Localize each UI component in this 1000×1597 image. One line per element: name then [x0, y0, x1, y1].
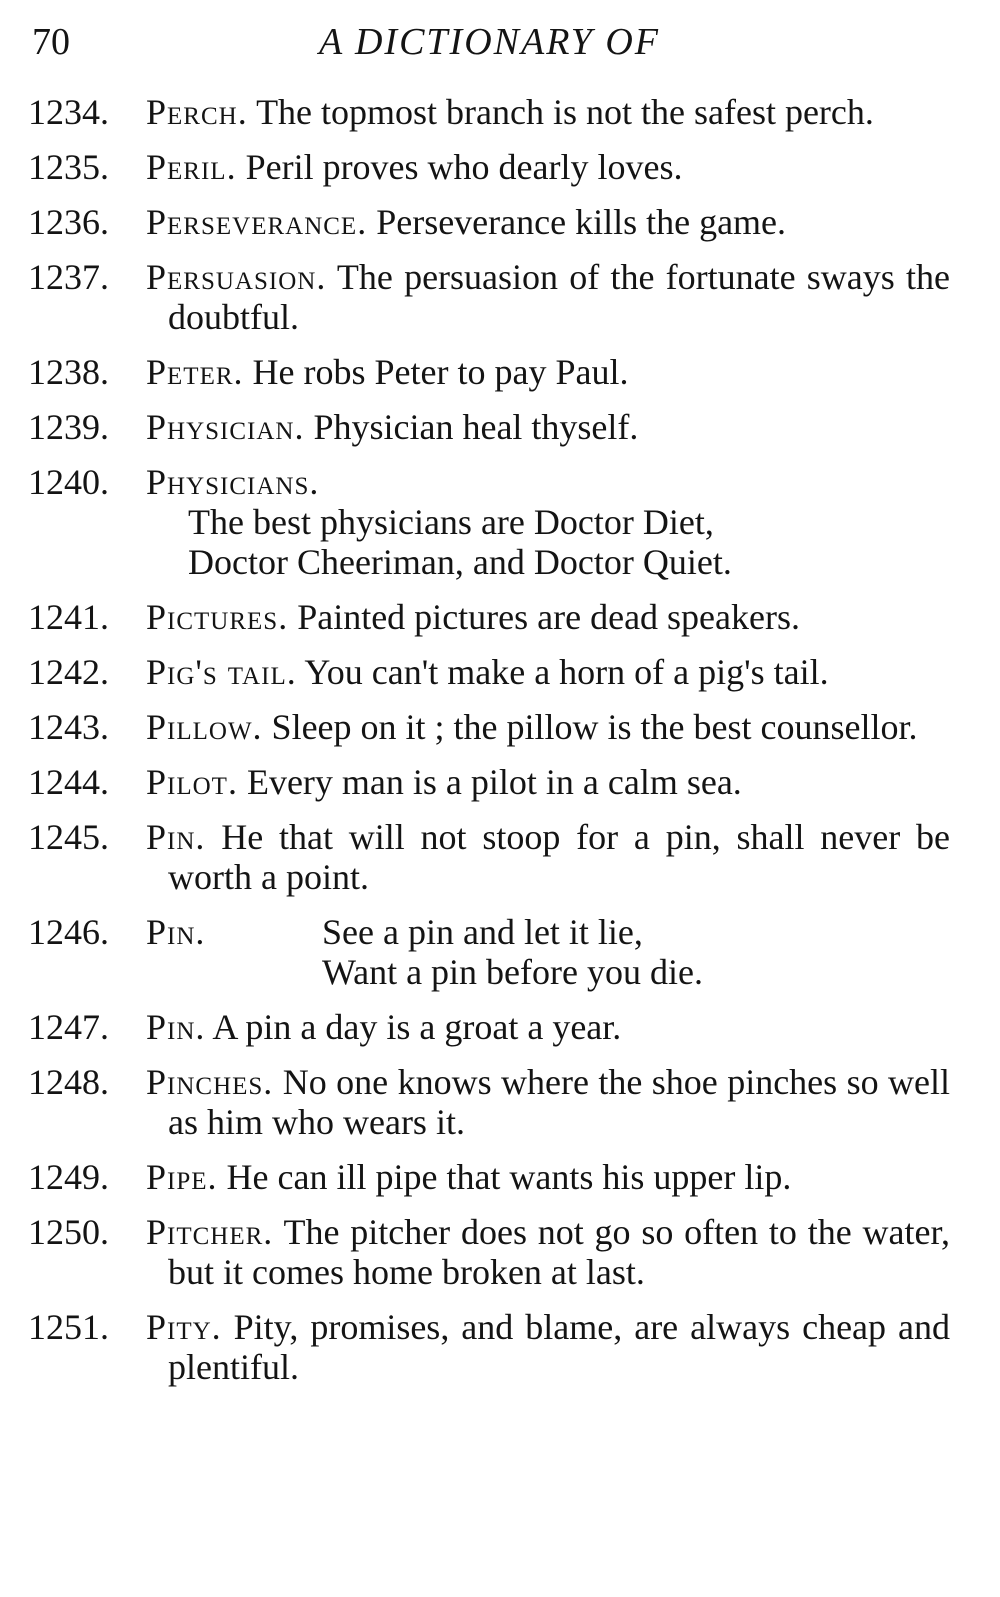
entry-text: Painted pictures are dead speakers. — [297, 597, 800, 637]
entry-keyword: Perseverance. — [146, 202, 368, 242]
entry-number: 1237. — [28, 257, 109, 297]
entry-text: You can't make a horn of a pig's tail. — [304, 652, 829, 692]
entry-text: Peril proves who dearly loves. — [245, 147, 683, 187]
entry — [28, 707, 950, 747]
entry-keyword: Perch. — [146, 92, 248, 132]
entry-text: Perseverance kills the game. — [376, 202, 787, 242]
verse-line: Want a pin before you die. — [322, 952, 703, 992]
entry-number: 1240. — [28, 462, 109, 502]
entry — [28, 817, 950, 897]
entry — [28, 257, 950, 337]
entry-number: 1246. — [28, 912, 109, 952]
entry-number: 1250. — [28, 1212, 109, 1252]
entry-number: 1235. — [28, 147, 109, 187]
verse — [322, 912, 703, 992]
entry-number: 1242. — [28, 652, 109, 692]
entry-keyword: Pillow. — [146, 707, 263, 747]
entry-keyword: Pictures. — [146, 597, 289, 637]
entry-keyword: Pity. — [146, 1307, 222, 1347]
verse-line: See a pin and let it lie, — [322, 912, 643, 952]
entry — [28, 147, 950, 187]
running-title: A DICTIONARY OF — [318, 21, 661, 63]
entry-keyword: Pipe. — [146, 1157, 218, 1197]
entry-number: 1248. — [28, 1062, 109, 1102]
entry — [28, 462, 950, 582]
entry-text: The pitcher does not go so often to the water, but it comes home broken at last. — [168, 1212, 950, 1292]
entry — [28, 1007, 950, 1047]
entry — [28, 762, 950, 802]
entry — [28, 92, 950, 132]
entry-number: 1239. — [28, 407, 109, 447]
verse-line: Doctor Cheeriman, and Doctor Quiet. — [188, 542, 732, 582]
entry-number: 1243. — [28, 707, 109, 747]
entry-number: 1244. — [28, 762, 109, 802]
entry-keyword: Pitcher. — [146, 1212, 274, 1252]
entry-keyword: Pin. — [146, 912, 206, 952]
entry-text: Every man is a pilot in a calm sea. — [246, 762, 742, 802]
entry — [28, 652, 950, 692]
entry-text: Pity, promises, and blame, are always cheap and plentiful. — [168, 1307, 950, 1387]
entry-text: Physician heal thyself. — [313, 407, 639, 447]
page-number: 70 — [32, 21, 70, 63]
entry-keyword: Peter. — [146, 352, 244, 392]
entry-number: 1251. — [28, 1307, 109, 1347]
entry — [28, 1157, 950, 1197]
entry-text: He that will not stoop for a pin, shall never be worth a point. — [168, 817, 950, 897]
verse — [188, 502, 950, 582]
entry — [28, 202, 950, 242]
entry-number: 1238. — [28, 352, 109, 392]
entry-list — [28, 92, 950, 1402]
entry-number: 1247. — [28, 1007, 109, 1047]
entry-text: He robs Peter to pay Paul. — [252, 352, 629, 392]
entry-keyword: Pin. — [146, 817, 206, 857]
entry-text: He can ill pipe that wants his upper lip. — [226, 1157, 792, 1197]
entry-text: No one knows where the shoe pinches so well as him who wears it. — [168, 1062, 951, 1142]
entry-text: The persuasion of the fortunate sways the doubtful. — [168, 257, 950, 337]
entry — [28, 1212, 950, 1292]
entry-keyword: Pin. — [146, 1007, 206, 1047]
verse-line: The best physicians are Doctor Diet, — [188, 502, 714, 542]
entry-number: 1245. — [28, 817, 109, 857]
page-header — [32, 14, 947, 74]
entry — [28, 1307, 950, 1387]
entry — [28, 912, 950, 992]
entry-number: 1241. — [28, 597, 109, 637]
entry-keyword: Persuasion. — [146, 257, 327, 297]
entry-keyword: Peril. — [146, 147, 237, 187]
entry-keyword: Physician. — [146, 407, 305, 447]
entry — [28, 1062, 950, 1142]
entry-text: The topmost branch is not the safest perch. — [256, 92, 874, 132]
entry-keyword: Pig's tail. — [146, 652, 297, 692]
entry-keyword: Pilot. — [146, 762, 238, 802]
entry-number: 1236. — [28, 202, 109, 242]
entry — [28, 597, 950, 637]
entry-number: 1249. — [28, 1157, 109, 1197]
entry-text: Sleep on it ; the pillow is the best counsellor. — [271, 707, 918, 747]
entry — [28, 352, 950, 392]
entry-number: 1234. — [28, 92, 109, 132]
entry-keyword: Physicians. — [146, 462, 320, 502]
entry-text: A pin a day is a groat a year. — [212, 1007, 622, 1047]
entry-keyword: Pinches. — [146, 1062, 274, 1102]
entry — [28, 407, 950, 447]
